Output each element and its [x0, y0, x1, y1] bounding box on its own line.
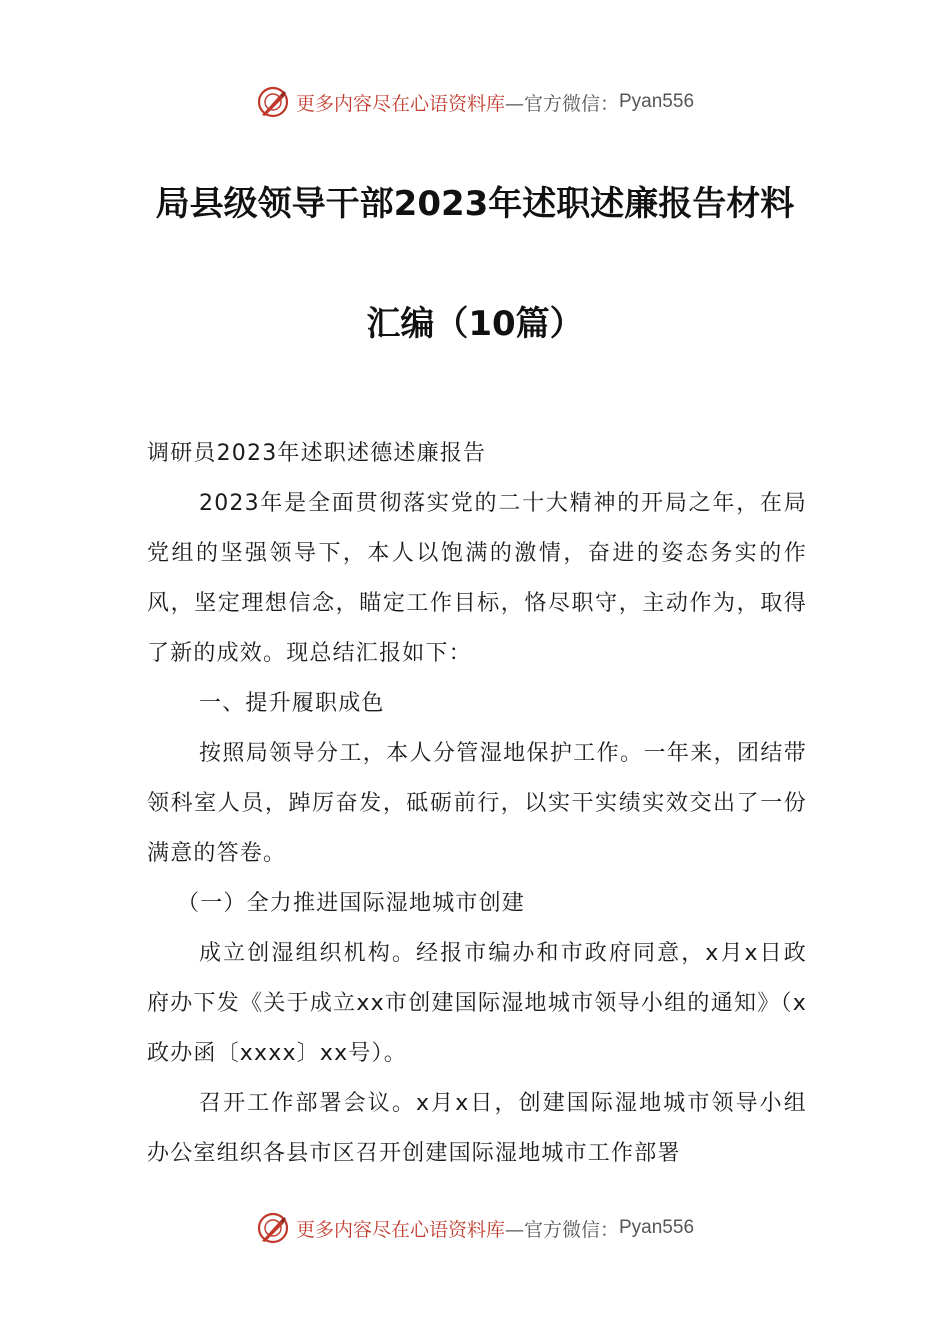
paragraph: 召开工作部署会议。x月x日，创建国际湿地城市领导小组办公室组织各县市区召开创建国际湿地城市工作部署 — [147, 1091, 807, 1166]
watermark-dash-text: —官方微信： — [504, 1218, 619, 1241]
watermark-main-text: 更多内容尽在心语资料库 — [295, 92, 505, 115]
pen-circle-icon — [256, 85, 290, 119]
paragraph: 按照局领导分工，本人分管湿地保护工作。一年来，团结带领科室人员，踔厉奋发，砥砺前行，以实干实绩实效交出了一份满意的答卷。 — [147, 741, 807, 866]
header-watermark — [0, 82, 950, 122]
document-title-line2: 汇编（10篇） — [366, 304, 584, 344]
subheading: 一、提升履职成色 — [199, 691, 385, 716]
paragraph: 成立创湿组织机构。经报市编办和市政府同意，x月x日政府办下发《关于成立xx市创建国际湿地城市领导小组的通知》（x政办函〔xxxx〕xx号）。 — [147, 941, 807, 1066]
section-heading: 调研员2023年述职述德述廉报告 — [147, 441, 487, 466]
subheading: （一）全力推进国际湿地城市创建 — [177, 891, 526, 916]
document-body — [147, 429, 807, 1179]
watermark-main-text: 更多内容尽在心语资料库 — [295, 1218, 505, 1241]
footer-watermark — [0, 1208, 950, 1248]
paragraph: 2023年是全面贯彻落实党的二十大精神的开局之年，在局党组的坚强领导下，本人以饱满的激情，奋进的姿态务实的作风，坚定理想信念，瞄定工作目标，恪尽职守，主动作为，取得了新的成效。现总结汇报如下： — [147, 491, 807, 666]
watermark-dash-text: —官方微信： — [504, 92, 619, 115]
document-title-line1: 局县级领导干部2023年述职述廉报告材料 — [155, 184, 795, 224]
pen-circle-icon — [256, 1211, 290, 1245]
watermark-wechat-id: Pyan556 — [619, 1217, 695, 1238]
watermark-wechat-id: Pyan556 — [619, 91, 695, 112]
